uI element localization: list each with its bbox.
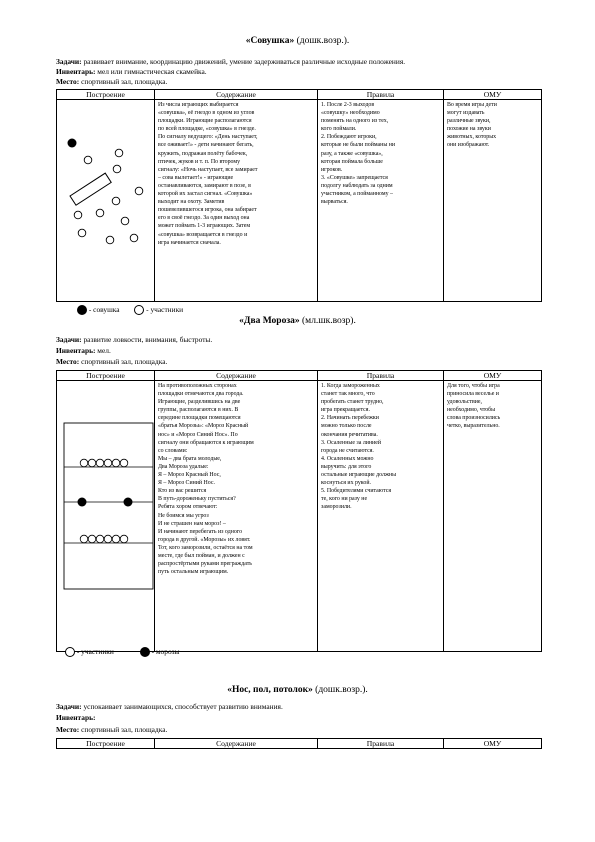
text-line: Два Мороза удалые:	[158, 463, 209, 470]
legend-participants: - участники	[76, 647, 114, 656]
text-line: заморозили.	[321, 504, 352, 511]
text-line: могут издавать	[447, 110, 485, 117]
text-line: кого поймали.	[321, 126, 357, 133]
text-line: распростёртыми руками преграждать	[158, 561, 252, 568]
game2-diagram-cell	[57, 381, 155, 652]
text-line: различные звуки,	[447, 118, 491, 125]
text-line: которая поймала больше	[321, 158, 383, 165]
text-line: животных, которых	[447, 134, 497, 141]
header-content: Содержание	[155, 90, 318, 100]
game2-name: «Два Мороза»	[239, 316, 300, 326]
text-line: группы, располагаются в них. В	[158, 407, 239, 414]
game1-table	[56, 89, 542, 302]
playing-field	[64, 423, 153, 589]
text-line: Во время игры дети	[447, 102, 497, 108]
text-line: 1. Когда замороженных	[321, 383, 380, 389]
text-line: все оживает!» - дети начинают бегать,	[158, 142, 254, 149]
text-line: 4. Осаленных можно	[321, 455, 374, 462]
place-label: Место:	[56, 77, 80, 86]
header-construction: Построение	[57, 90, 155, 100]
place-text: спортивный зал, площадка.	[81, 77, 168, 86]
game1-rules-cell	[318, 100, 444, 302]
text-line: – сова вылетает!» - играющие	[158, 174, 234, 181]
text-line: Тот, кого заморозили, остаётся на том	[158, 544, 253, 551]
text-line: выручить: для этого	[321, 463, 372, 470]
owl-nest	[70, 173, 111, 205]
text-line: слова произносились	[447, 415, 501, 422]
filled-circle-icon	[140, 647, 150, 657]
text-line: которой их застал сигнал. «Совушка»	[158, 191, 253, 198]
text-line: «совушка» возвращается в гнездо и	[158, 231, 248, 238]
text-line: может поймать 1-3 играющих. Затем	[158, 223, 251, 230]
text-line: поменять на одного из тех,	[321, 118, 389, 125]
text-line: Кто из вас решится	[158, 488, 207, 495]
text-line: Я – Мороз Синий Нос.	[158, 480, 215, 487]
text-line: Ребята хором отвечают:	[158, 504, 218, 511]
text-line: подолгу наблюдать за одним	[321, 182, 393, 189]
text-line: Мы – два брата молодые,	[158, 455, 222, 462]
inventory-text: мел.	[97, 346, 111, 355]
game2-title	[0, 316, 595, 326]
text-line: по всей площадке, «совушка» в гнезде.	[158, 126, 256, 133]
table-header-row	[57, 90, 542, 100]
text-line: сигналу: «Ночь наступает, все замирает	[158, 166, 258, 173]
text-line: похожие на звуки	[447, 126, 491, 133]
header-rules: Правила	[318, 739, 444, 749]
game1-diagram-cell	[57, 100, 155, 302]
text-line: Для того, чтобы игра	[447, 383, 500, 389]
place-text: спортивный зал, площадка.	[81, 357, 168, 366]
game1-diagram	[60, 101, 158, 297]
game2-age: (мл.шк.возр).	[302, 316, 356, 326]
game2-diagram	[60, 382, 158, 647]
place-text: спортивный зал, площадка.	[81, 725, 168, 734]
game2-omu-cell	[444, 381, 542, 652]
text-line: месте, где был пойман, и должен с	[158, 552, 245, 559]
table-row	[57, 381, 542, 652]
text-line: те, кого ни разу не	[321, 496, 368, 503]
text-line: Из числа играющих выбирается	[158, 102, 239, 108]
text-line: окончания речитатива.	[321, 431, 378, 438]
text-line: города в другой. «Морозы» их ловят.	[158, 536, 251, 543]
task-text: развитие ловкости, внимания, быстроты.	[83, 335, 213, 344]
game2-omu	[447, 382, 538, 431]
text-line: разу, а также «совушка»,	[321, 150, 383, 157]
game2-content	[158, 382, 314, 576]
text-line: города не считаются.	[321, 447, 374, 454]
game1-omu-cell	[444, 100, 542, 302]
text-line: пошевелившегося игрока, она забирает	[158, 207, 257, 214]
text-line: 3. «Совушке» запрещается	[321, 174, 388, 181]
game1-age: (дошк.возр.).	[296, 36, 350, 46]
filled-circle-icon	[77, 305, 87, 315]
text-line: его в своё гнездо. За один выход она	[158, 215, 250, 222]
text-line: Не боимся мы угроз	[158, 512, 209, 519]
header-content: Содержание	[155, 739, 318, 749]
game3-table	[56, 738, 542, 749]
text-line: они изображают.	[447, 142, 490, 149]
text-line: кружить, подражая полёту бабочек,	[158, 150, 248, 157]
text-line: игра прекращается.	[321, 407, 370, 414]
game1-legend	[77, 305, 183, 315]
text-line: четко, выразительно.	[447, 423, 500, 430]
text-line: площадки отмечаются два города.	[158, 391, 244, 398]
place-label: Место:	[56, 357, 80, 366]
text-line: станет так много, что	[321, 391, 375, 398]
game1-title	[0, 36, 595, 46]
game2-rules-cell	[318, 381, 444, 652]
text-line: игроков.	[321, 166, 343, 173]
legend-participants: - участники	[146, 305, 184, 314]
text-line: 2. Побеждают игроки,	[321, 134, 377, 141]
text-line: выходит на охоту. Заметив	[158, 199, 225, 206]
text-line: которые не были пойманы ни	[321, 142, 396, 149]
header-omu: ОМУ	[444, 90, 542, 100]
text-line: «братья Морозы»: «Мороз Красный	[158, 423, 249, 430]
game2-task	[56, 335, 212, 345]
header-rules: Правила	[318, 371, 444, 381]
text-line: участником, а пойманному –	[321, 191, 393, 198]
legend-frosts: - морозы	[151, 647, 180, 656]
text-line: останавливаются, замирают в позе, в	[158, 182, 251, 189]
game3-place	[56, 725, 167, 735]
task-text: развивает внимание, координацию движений, умение задерживаться различные исходные положения.	[83, 57, 406, 66]
game1-rules	[321, 101, 440, 206]
game1-name: «Совушка»	[245, 36, 295, 46]
text-line: площадки. Играющие располагаются	[158, 118, 252, 125]
text-line: середине площадки помещаются	[158, 415, 241, 422]
text-line: птичек, жуков и т. п. По второму	[158, 158, 241, 165]
inventory-label: Инвентарь:	[56, 713, 96, 722]
owl-marker	[68, 139, 77, 148]
text-line: приносила веселье и	[447, 391, 499, 398]
game2-content-cell	[155, 381, 318, 652]
task-label: Задачи:	[56, 702, 82, 711]
table-row	[57, 100, 542, 302]
text-line: игра начинается сначала.	[158, 239, 221, 246]
text-line: 2. Начинать перебежки	[321, 415, 379, 422]
text-line: И не страшен нам мороз! –	[158, 520, 226, 527]
game2-legend	[65, 647, 180, 657]
text-line: 3. Осаленные за линией	[321, 439, 381, 446]
inventory-text: мел или гимнастическая скамейка.	[97, 67, 207, 76]
task-label: Задачи:	[56, 335, 82, 344]
game3-name: «Нос, пол, потолок»	[227, 685, 313, 695]
task-text: успокаивает занимающихся, способствует развитию внимания.	[83, 702, 283, 711]
game2-table	[56, 370, 542, 652]
frost-red-nose	[78, 498, 87, 507]
empty-circle-icon	[134, 305, 144, 315]
game2-inventory	[56, 346, 111, 356]
header-rules: Правила	[318, 90, 444, 100]
text-line: 5. Победителями считаются	[321, 488, 392, 495]
game2-rules	[321, 382, 440, 512]
text-line: сигналу они обращаются к играющим	[158, 439, 254, 446]
game3-age: (дошк.возр.).	[315, 685, 368, 695]
text-line: путь остальным играющим.	[158, 569, 229, 576]
game1-content-cell	[155, 100, 318, 302]
frost-blue-nose	[124, 498, 133, 507]
game3-task	[56, 702, 283, 712]
text-line: На противоположных сторонах	[158, 383, 237, 389]
text-line: нос» и «Мороз Синий Нос». По	[158, 431, 238, 438]
task-label: Задачи:	[56, 57, 82, 66]
header-construction: Построение	[57, 371, 155, 381]
text-line: вырваться.	[321, 199, 348, 206]
game1-inventory	[56, 67, 207, 77]
header-construction: Построение	[57, 739, 155, 749]
place-label: Место:	[56, 725, 80, 734]
text-line: В путь-дороженьку пуститься?	[158, 496, 236, 503]
text-line: остальные играющие должны	[321, 472, 397, 479]
header-omu: ОМУ	[444, 739, 542, 749]
game3-title	[0, 685, 595, 695]
text-line: И начинают перебегать из одного	[158, 528, 243, 535]
text-line: 1. После 2-3 выходов	[321, 102, 375, 108]
game2-place	[56, 357, 167, 367]
table-header-row	[57, 371, 542, 381]
table-header-row	[57, 739, 542, 749]
text-line: пробегать станет трудно,	[321, 399, 384, 406]
text-line: По сигналу ведущего: «День наступает,	[158, 134, 258, 141]
inventory-label: Инвентарь:	[56, 346, 96, 355]
game1-place	[56, 77, 167, 87]
text-line: необходимо, чтобы	[447, 407, 496, 414]
text-line: «совушку» необходимо	[321, 110, 380, 117]
text-line: коснуться их рукой.	[321, 480, 371, 487]
text-line: Играющие, разделившись на две	[158, 399, 241, 406]
text-line: можно только после	[321, 423, 372, 430]
text-line: «совушка», её гнездо в одном из углов	[158, 110, 255, 117]
empty-circle-icon	[65, 647, 75, 657]
text-line: Я – Мороз Красный Нос,	[158, 472, 221, 479]
text-line: со словами:	[158, 447, 188, 454]
game1-content	[158, 101, 314, 247]
legend-owl: - совушка	[88, 305, 120, 314]
inventory-label: Инвентарь:	[56, 67, 96, 76]
game1-omu	[447, 101, 538, 150]
text-line: удовольствие,	[447, 399, 482, 406]
game3-inventory	[56, 713, 95, 723]
header-content: Содержание	[155, 371, 318, 381]
game1-task	[56, 57, 405, 67]
header-omu: ОМУ	[444, 371, 542, 381]
